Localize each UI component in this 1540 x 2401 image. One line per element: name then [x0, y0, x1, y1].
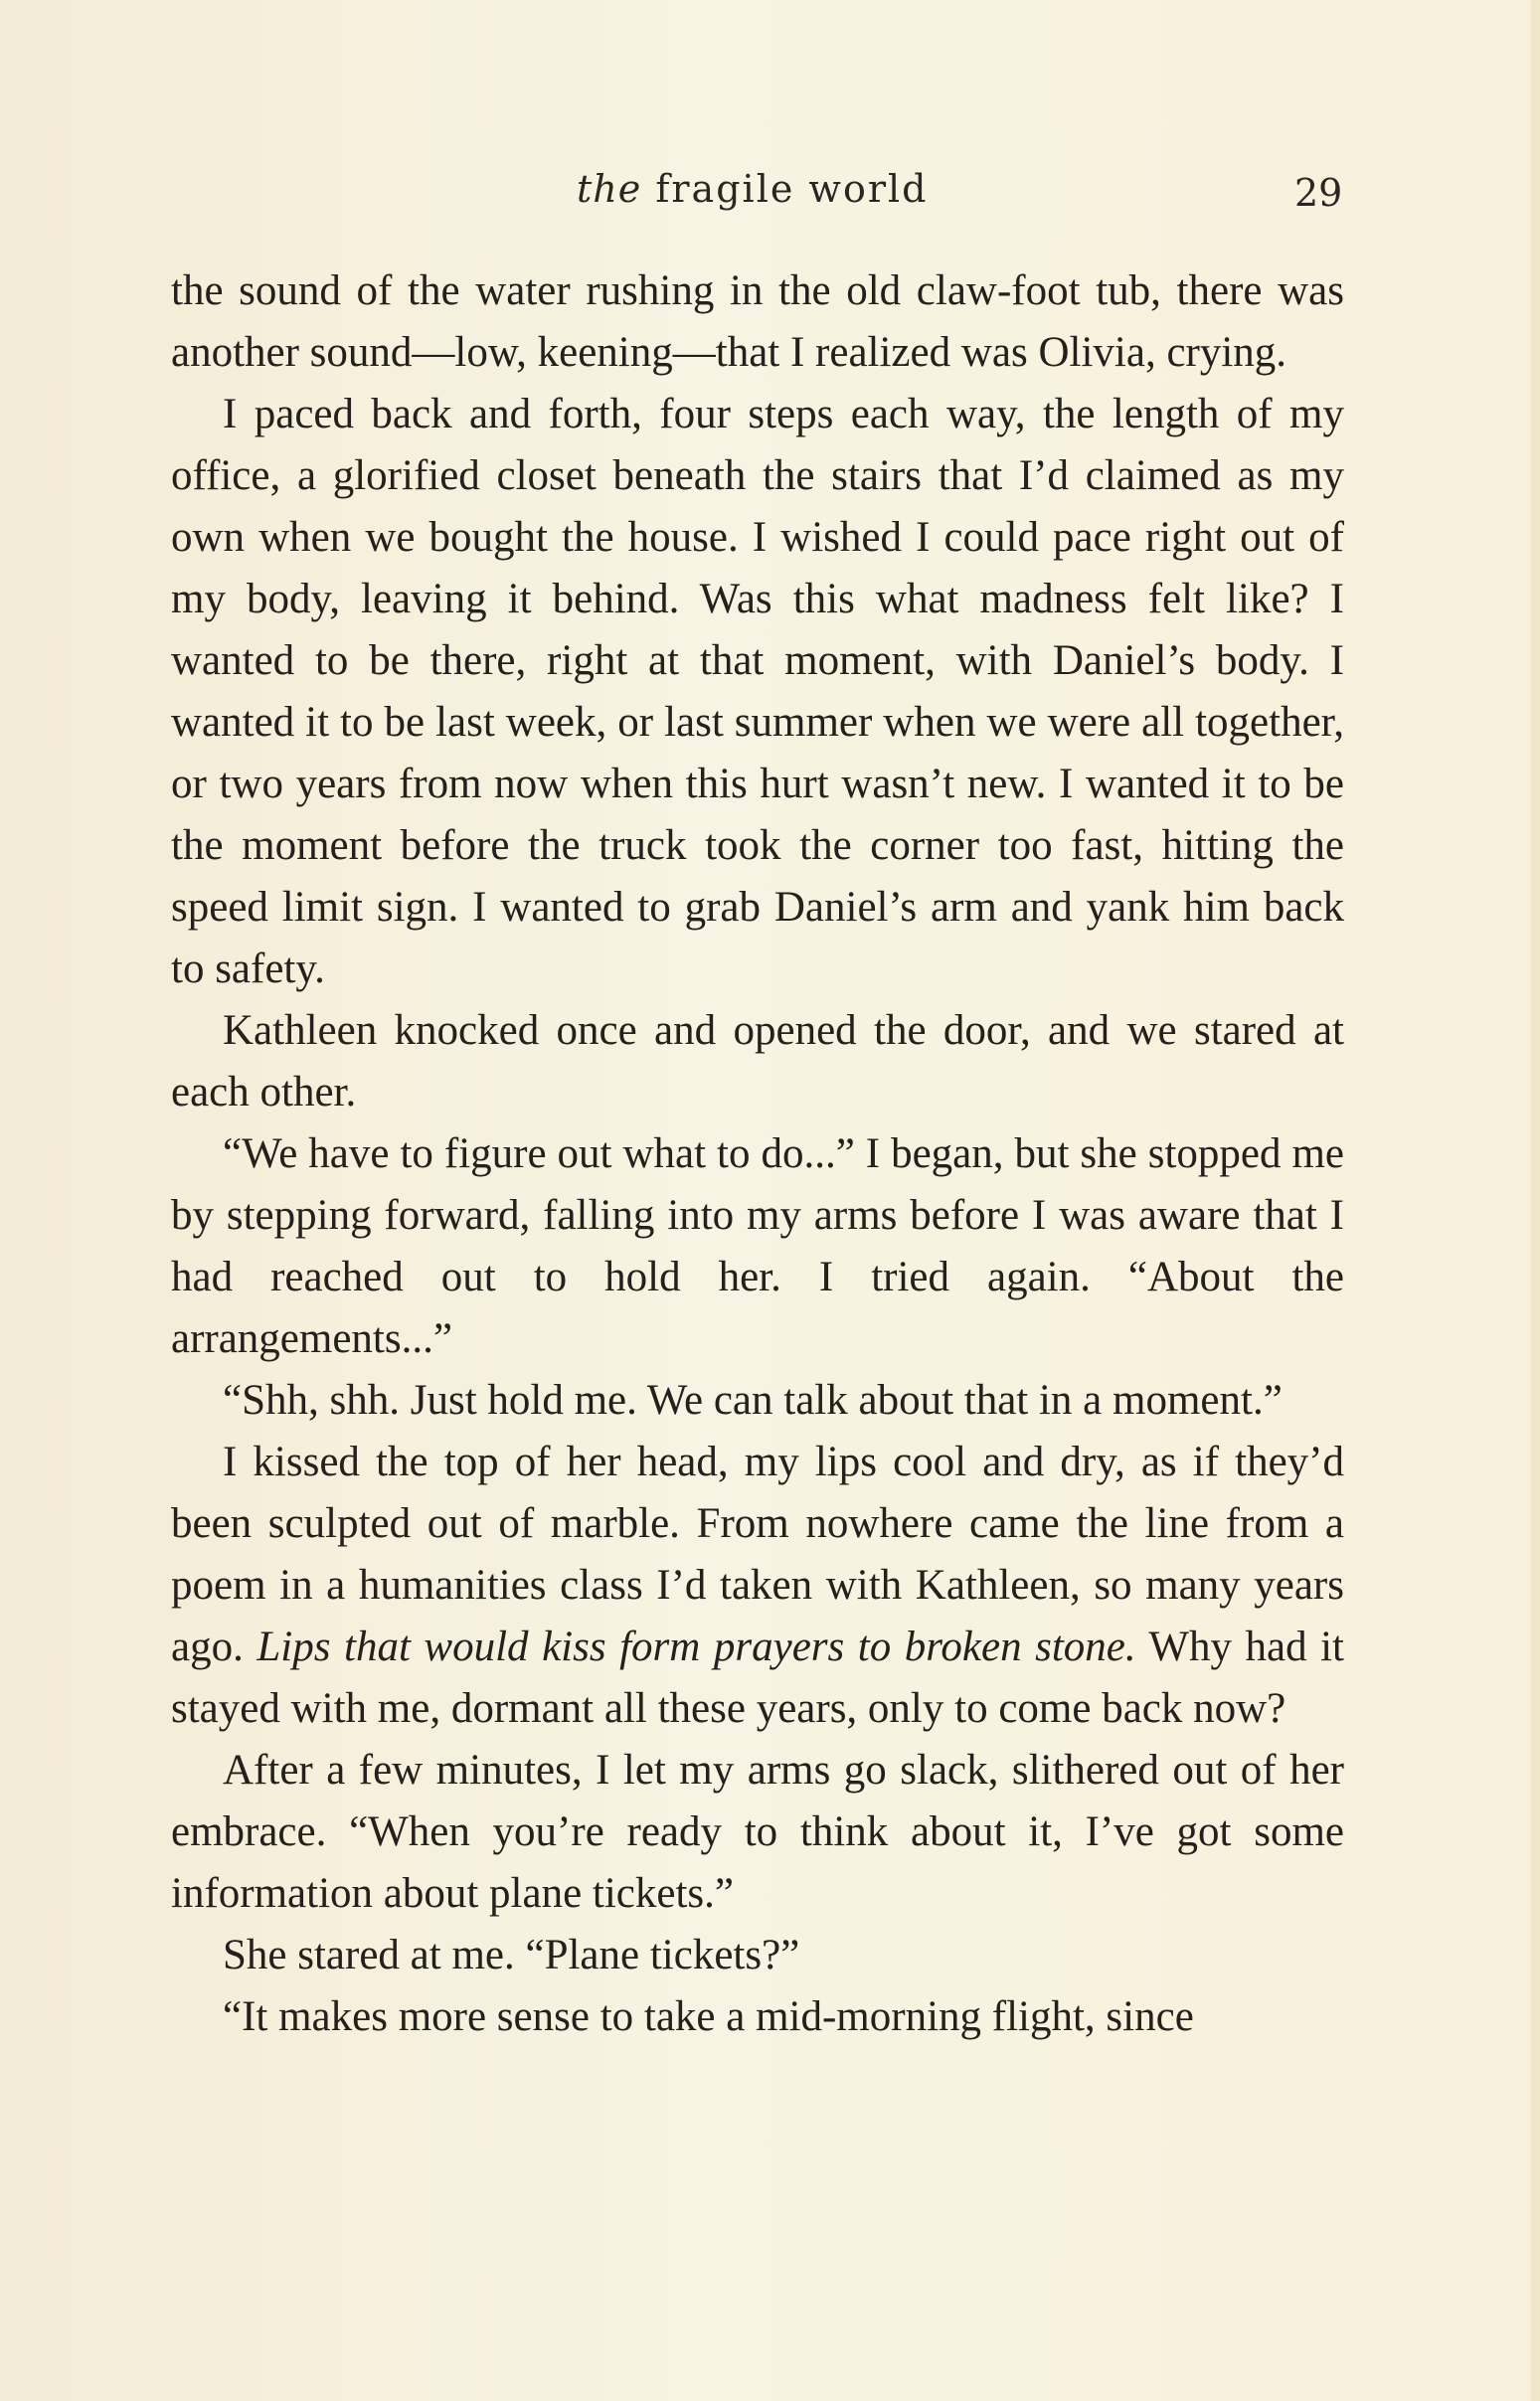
- body-text: [171, 260, 1344, 2048]
- paragraph: “We have to figure out what to do...” I began, but she stopped me by stepping forward, falling into my arms before I was aware that I had reached out to hold her. I tried again. “About the arrangements...”: [171, 1130, 1344, 1362]
- paragraph: After a few minutes, I let my arms go slack, slithered out of her embrace. “When you’re ready to think about it, I’ve got some information about plane tickets.”: [171, 1747, 1344, 1917]
- page-number: 29: [1294, 171, 1343, 215]
- running-head-title-rest: fragile world: [655, 167, 929, 211]
- paragraph: She stared at me. “Plane tickets?”: [223, 1932, 800, 1978]
- running-head: [0, 167, 1540, 227]
- paragraph: “It makes more sense to take a mid-morning flight, since: [223, 1993, 1194, 2040]
- paragraph: I paced back and forth, four steps each way, the length of my office, a glorified closet beneath the stairs that I’d claimed as my own when we bought the house. I wished I could pace right out of my body, leaving it behind. Was this what madness felt like? I wanted to be there, right at that moment, with Daniel’s body. I wanted it to be last week, or last summer when we were all together, or two years from now when this hurt wasn’t new. I wanted it to be the moment before the truck took the corner too fast, hitting the speed limit sign. I wanted to grab Daniel’s arm and yank him back to safety.: [171, 391, 1344, 992]
- paragraph: the sound of the water rushing in the old claw-foot tub, there was another sound—low, keening—that I realized was Olivia, crying.: [171, 267, 1344, 376]
- quoted-poem-line: Lips that would kiss form prayers to broken stone.: [257, 1624, 1136, 1670]
- running-head-title: [577, 167, 928, 211]
- paragraph: “Shh, shh. Just hold me. We can talk about that in a moment.”: [223, 1377, 1283, 1424]
- paragraph: [171, 1432, 1344, 1740]
- running-head-title-italic: the: [577, 167, 642, 211]
- paragraph: Kathleen knocked once and opened the door, and we stared at each other.: [171, 1007, 1344, 1115]
- paragraph-text: I kissed the top of her head, my lips cool and dry, as if they’d been sculpted out of marble. From nowhere came the line from a poem in a humanities class I’d taken with Kathleen, so many years ago.: [171, 1439, 1344, 1670]
- paragraph-text: Why had it stayed with me, dormant all these years, only to come back now?: [171, 1624, 1344, 1732]
